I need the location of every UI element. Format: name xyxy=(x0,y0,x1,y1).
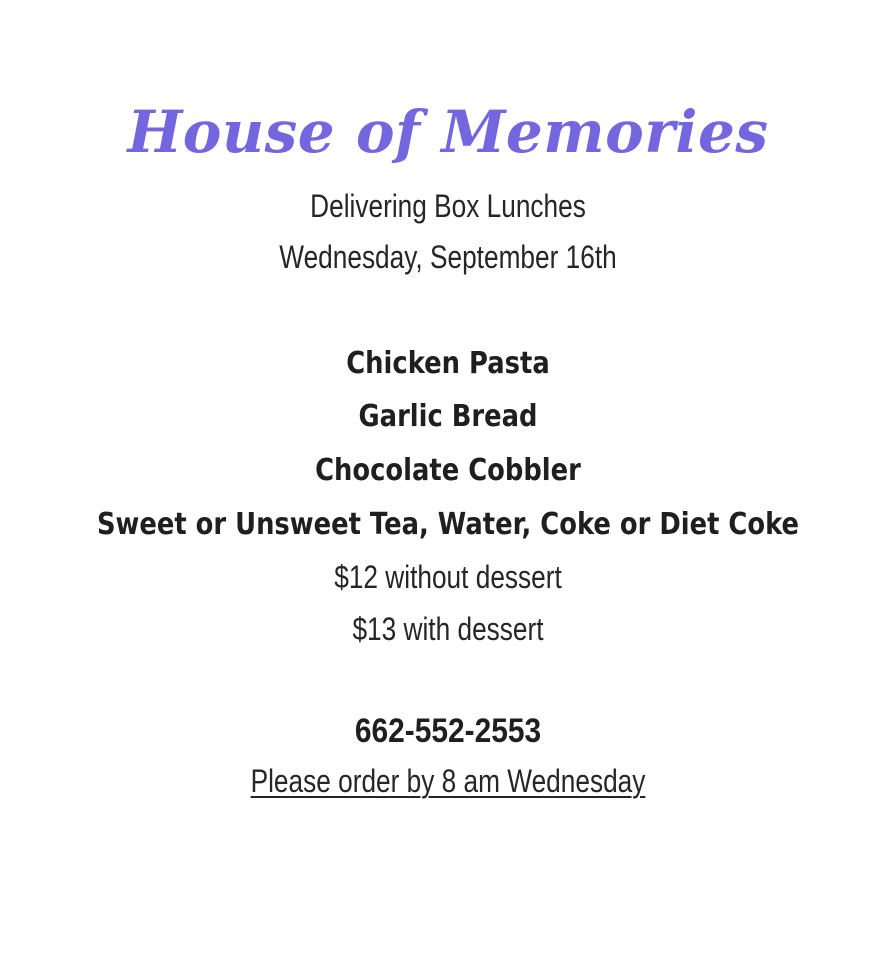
menu-item: Garlic Bread xyxy=(358,399,538,434)
menu-item: Chocolate Cobbler xyxy=(315,453,581,488)
phone-number: 662-552-2553 xyxy=(354,712,542,750)
flyer-title: House of Memories xyxy=(127,98,769,166)
subtitle-date: Wednesday, September 16th xyxy=(279,239,617,275)
order-deadline-text: Please order by 8 am Wednesday xyxy=(250,763,646,799)
menu-item: Chicken Pasta xyxy=(346,346,550,381)
subtitle-delivery: Delivering Box Lunches xyxy=(310,188,586,224)
price-with-dessert: $13 with dessert xyxy=(352,611,544,647)
price-without-dessert: $12 without dessert xyxy=(334,559,562,595)
order-deadline-note xyxy=(81,761,816,801)
menu-item-drinks: Sweet or Unsweet Tea, Water, Coke or Diet Coke xyxy=(96,507,800,542)
